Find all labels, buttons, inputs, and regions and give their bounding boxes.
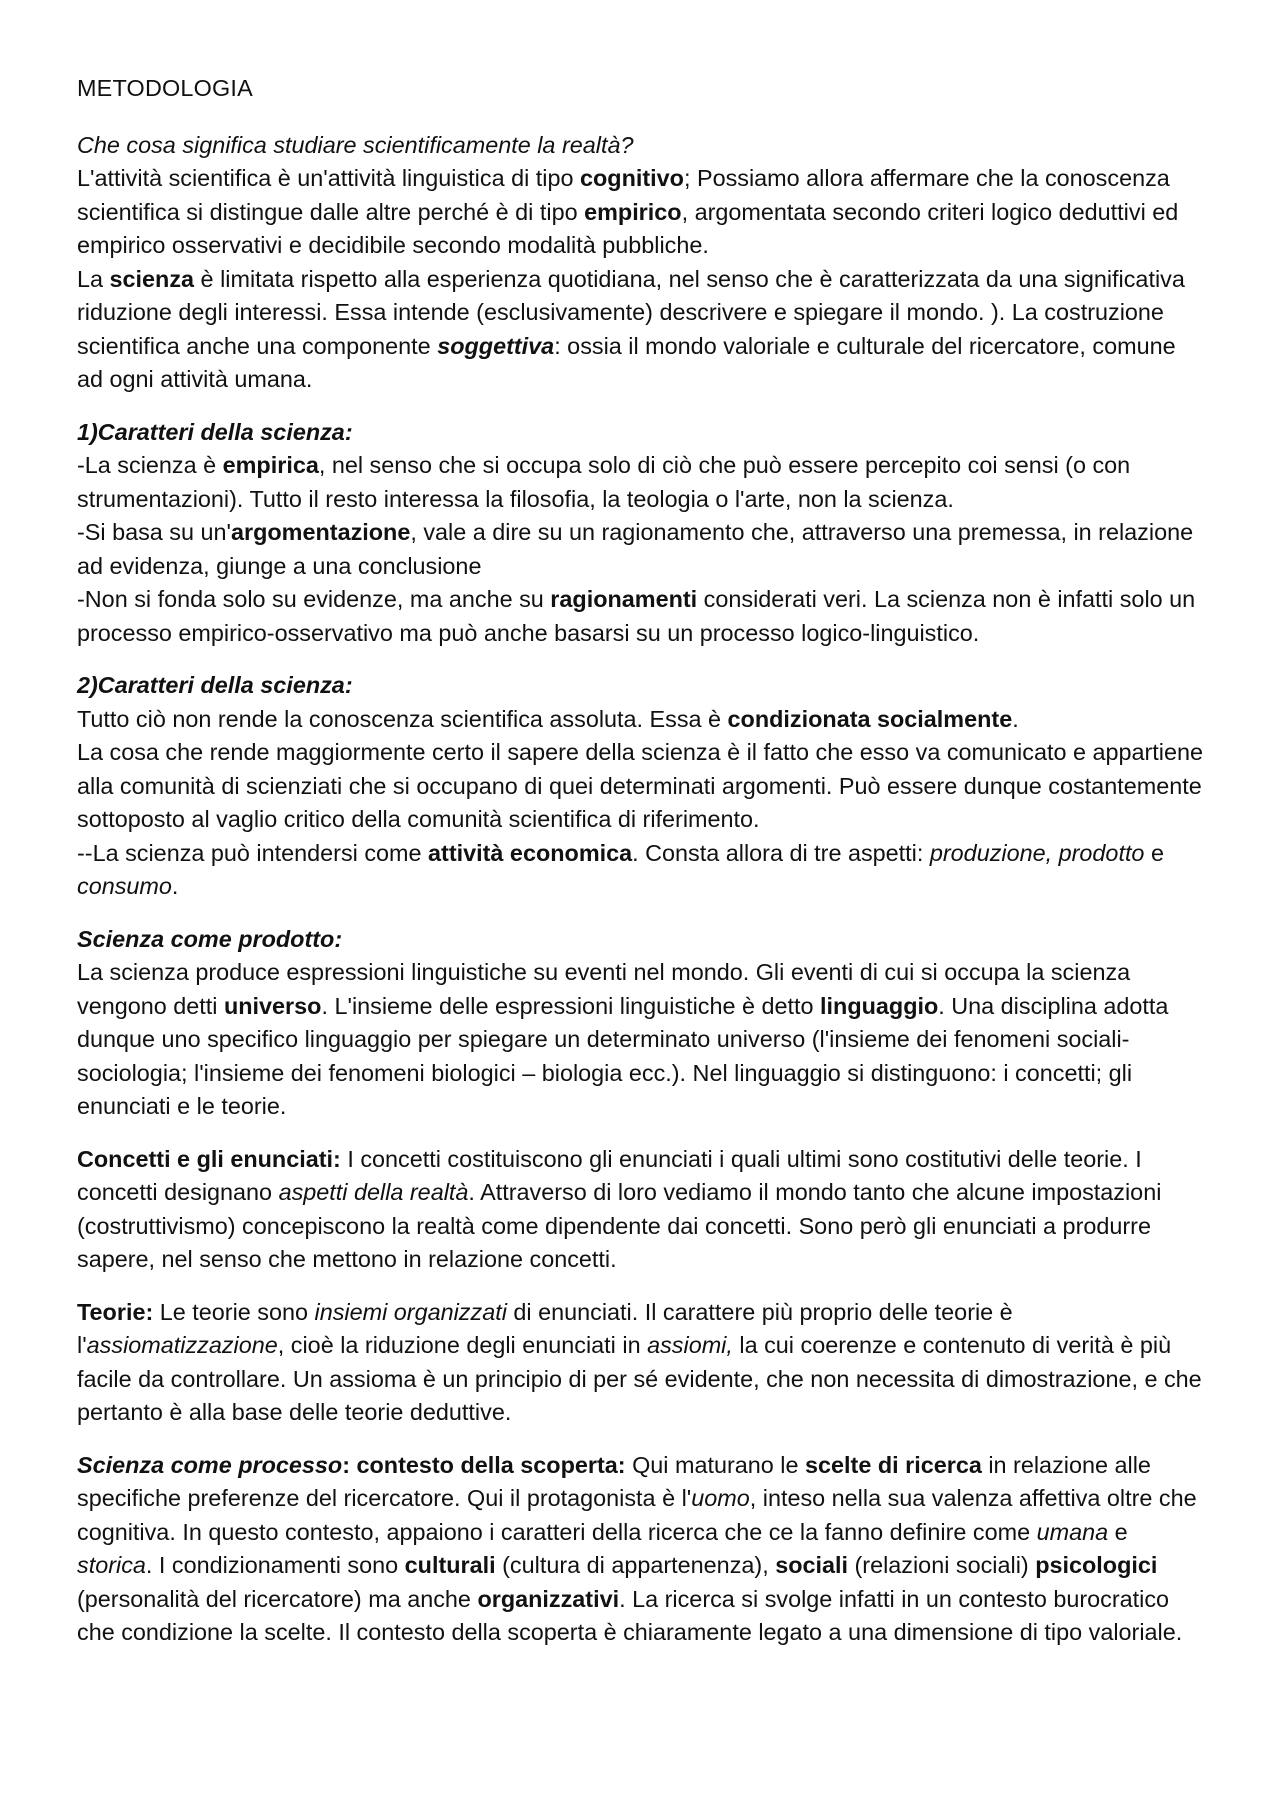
- term-cognitivo: cognitivo: [580, 165, 684, 191]
- term-sociali: sociali: [775, 1552, 848, 1578]
- text-run: , nel senso che si occupa solo di ciò che può essere percepito coi sensi (o con strumentazioni). Tutto il resto interessa la filosofia, la teologia o l'arte, non la scienza.: [77, 452, 1131, 512]
- term-aspetti-realta: aspetti della realtà: [278, 1179, 469, 1205]
- section-teorie: [77, 1296, 1208, 1430]
- text-run: . I condizionamenti sono: [145, 1552, 405, 1578]
- text-run: e: [1144, 839, 1164, 866]
- intro-block: [77, 129, 1208, 397]
- term-psicologici: psicologici: [1035, 1552, 1158, 1578]
- section-heading: 2)Caratteri della scienza:: [77, 672, 353, 698]
- text-run: , inteso nella sua valenza affettiva oltre che cognitiva. In questo contesto, appaiono i caratteri della ricerca che ce la fanno definire come: [77, 1485, 1197, 1545]
- intro-paragraph-1: [77, 162, 1208, 263]
- section-scienza-prodotto: [77, 923, 1208, 1124]
- text-run: Tutto ciò non rende la conoscenza scientifica assoluta. Essa è: [77, 705, 728, 732]
- text-run: considerati veri. La scienza non è infatti solo un processo empirico-osservativo ma può anche basarsi su un processo logico-linguistico.: [77, 586, 1196, 646]
- text-run: . Una disciplina adotta dunque uno specifico linguaggio per spiegare un determinato universo (l'insieme dei fenomeni sociali-sociologia; l'insieme dei fenomeni biologici – biologia ecc.). Nel linguaggio si distinguono: i concetti; gli enunciati e le teorie.: [77, 992, 1169, 1119]
- text-run: , vale a dire su un ragionamento che, attraverso una premessa, in relazione ad evidenza, giunge a una conclusione: [77, 519, 1194, 579]
- text-run: : ossia il mondo valoriale e culturale del ricercatore, comune ad ogni attività umana.: [77, 332, 1176, 392]
- paragraph-line: [77, 956, 1208, 1124]
- text-run: ; Possiamo allora affermare che la conoscenza scientifica si distingue dalle altre perché è di tipo: [77, 165, 1170, 225]
- term-storica: storica: [77, 1552, 146, 1578]
- term-argomentazione: argomentazione: [231, 519, 411, 545]
- term-empirica: empirica: [222, 452, 319, 478]
- section-heading: Teorie:: [77, 1298, 154, 1325]
- text-run: è limitata rispetto alla esperienza quotidiana, nel senso che è caratterizzata da una significativa riduzione degli interessi. Essa intende (esclusivamente) descrivere e spiegare il mondo. ). La costruzione scientifica anche una componente: [77, 265, 1185, 359]
- term-assiomi: assiomi,: [647, 1332, 733, 1358]
- text-run: La scienza produce espressioni linguistiche su eventi nel mondo. Gli eventi di cui si occupa la scienza vengono detti: [77, 959, 1131, 1019]
- text-run: (personalità del ricercatore) ma anche: [77, 1585, 478, 1612]
- section-heading: 1)Caratteri della scienza:: [77, 418, 353, 445]
- term-universo: universo: [223, 992, 322, 1019]
- text-run: . Attraverso di loro vediamo il mondo tanto che alcune impostazioni (costruttivismo) concepiscono la realtà come dipendente dai concetti. Sono però gli enunciati a produrre sapere, nel senso che mettono in relazione concetti.: [77, 1179, 1162, 1272]
- text-run: (cultura di appartenenza),: [495, 1552, 776, 1578]
- list-item: [77, 449, 1208, 516]
- section-caratteri-1: [77, 416, 1208, 651]
- term-consumo: consumo: [77, 873, 172, 899]
- text-run: .: [1012, 705, 1019, 732]
- term-uomo: uomo: [691, 1485, 750, 1511]
- text-run: L'attività scientifica è un'attività linguistica di tipo: [77, 165, 580, 191]
- term-linguaggio: linguaggio: [820, 992, 939, 1019]
- section-caratteri-2: [77, 669, 1208, 904]
- paragraph-line: La cosa che rende maggiormente certo il sapere della scienza è il fatto che esso va comunicato e appartiene alla comunità di scienziati che si occupano di quei determinati argomenti. Può essere dunque costantemente sottoposto al vaglio critico della comunità scientifica di riferimento.: [77, 739, 1204, 832]
- section-heading: Concetti e gli enunciati:: [77, 1145, 341, 1172]
- text-run: . Consta allora di tre aspetti:: [632, 839, 930, 866]
- term-umana: umana: [1036, 1518, 1109, 1545]
- term-soggettiva: soggettiva: [437, 332, 555, 359]
- term-produzione-prodotto: produzione, prodotto: [929, 839, 1145, 866]
- section-scienza-processo: [77, 1449, 1208, 1650]
- term-scienza: scienza: [109, 265, 195, 292]
- text-run: La: [77, 265, 110, 292]
- text-run: , argomentata secondo criteri logico deduttivi ed empirico osservativi e decidibile secondo modalità pubbliche.: [77, 198, 1179, 258]
- text-run: . L'insieme delle espressioni linguistiche è detto: [321, 992, 821, 1019]
- list-item: [77, 583, 1208, 650]
- text-run: in relazione alle specifiche preferenze del ricercatore. Qui il protagonista è l': [77, 1451, 1151, 1511]
- paragraph-line: [77, 703, 1208, 737]
- text-run: --La scienza può intendersi come: [77, 839, 429, 866]
- text-run: (relazioni sociali): [848, 1552, 1036, 1578]
- document-title: METODOLOGIA: [77, 75, 253, 101]
- intro-question: Che cosa significa studiare scientificamente la realtà?: [77, 131, 634, 158]
- section-subheading: : contesto della scoperta:: [342, 1451, 626, 1478]
- list-item: [77, 516, 1208, 583]
- intro-paragraph-2: [77, 263, 1208, 397]
- text-run: di enunciati. Il carattere più proprio delle teorie è l': [77, 1298, 1013, 1358]
- term-insiemi-organizzati: insiemi organizzati: [314, 1298, 507, 1325]
- term-assiomatizzazione: assiomatizzazione: [86, 1332, 278, 1358]
- text-run: -La scienza è: [77, 452, 223, 478]
- term-empirico: empirico: [584, 198, 682, 225]
- text-run: -Non si fonda solo su evidenze, ma anche su: [77, 586, 551, 612]
- text-run: e: [1108, 1518, 1128, 1545]
- text-run: Le teorie sono: [153, 1298, 315, 1325]
- text-run: I concetti costituiscono gli enunciati i quali ultimi sono costitutivi delle teorie. I concetti designano: [77, 1145, 1142, 1205]
- term-attivita-economica: attività economica: [428, 839, 633, 866]
- text-run: . La ricerca si svolge infatti in un contesto burocratico che condizione la scelte. Il contesto della scoperta è chiaramente legato a una dimensione di tipo valoriale.: [77, 1585, 1183, 1645]
- section-heading: Scienza come processo: [77, 1451, 343, 1478]
- term-culturali: culturali: [404, 1552, 496, 1578]
- text-run: Qui maturano le: [625, 1451, 805, 1478]
- paragraph-line: [77, 837, 1208, 904]
- term-condizionata-socialmente: condizionata socialmente: [727, 705, 1013, 732]
- section-heading: Scienza come prodotto:: [77, 925, 343, 952]
- term-ragionamenti: ragionamenti: [550, 586, 698, 612]
- section-concetti-enunciati: [77, 1143, 1208, 1277]
- text-run: la cui coerenze e contenuto di verità è più facile da controllare. Un assioma è un principio di per sé evidente, che non necessita di dimostrazione, e che pertanto è alla base delle teorie deduttive.: [77, 1332, 1202, 1425]
- term-scelte-ricerca: scelte di ricerca: [805, 1451, 982, 1478]
- text-run: .: [171, 873, 179, 899]
- text-run: , cioè la riduzione degli enunciati in: [277, 1332, 648, 1358]
- text-run: -Si basa su un': [77, 519, 231, 545]
- term-organizzativi: organizzativi: [477, 1585, 620, 1612]
